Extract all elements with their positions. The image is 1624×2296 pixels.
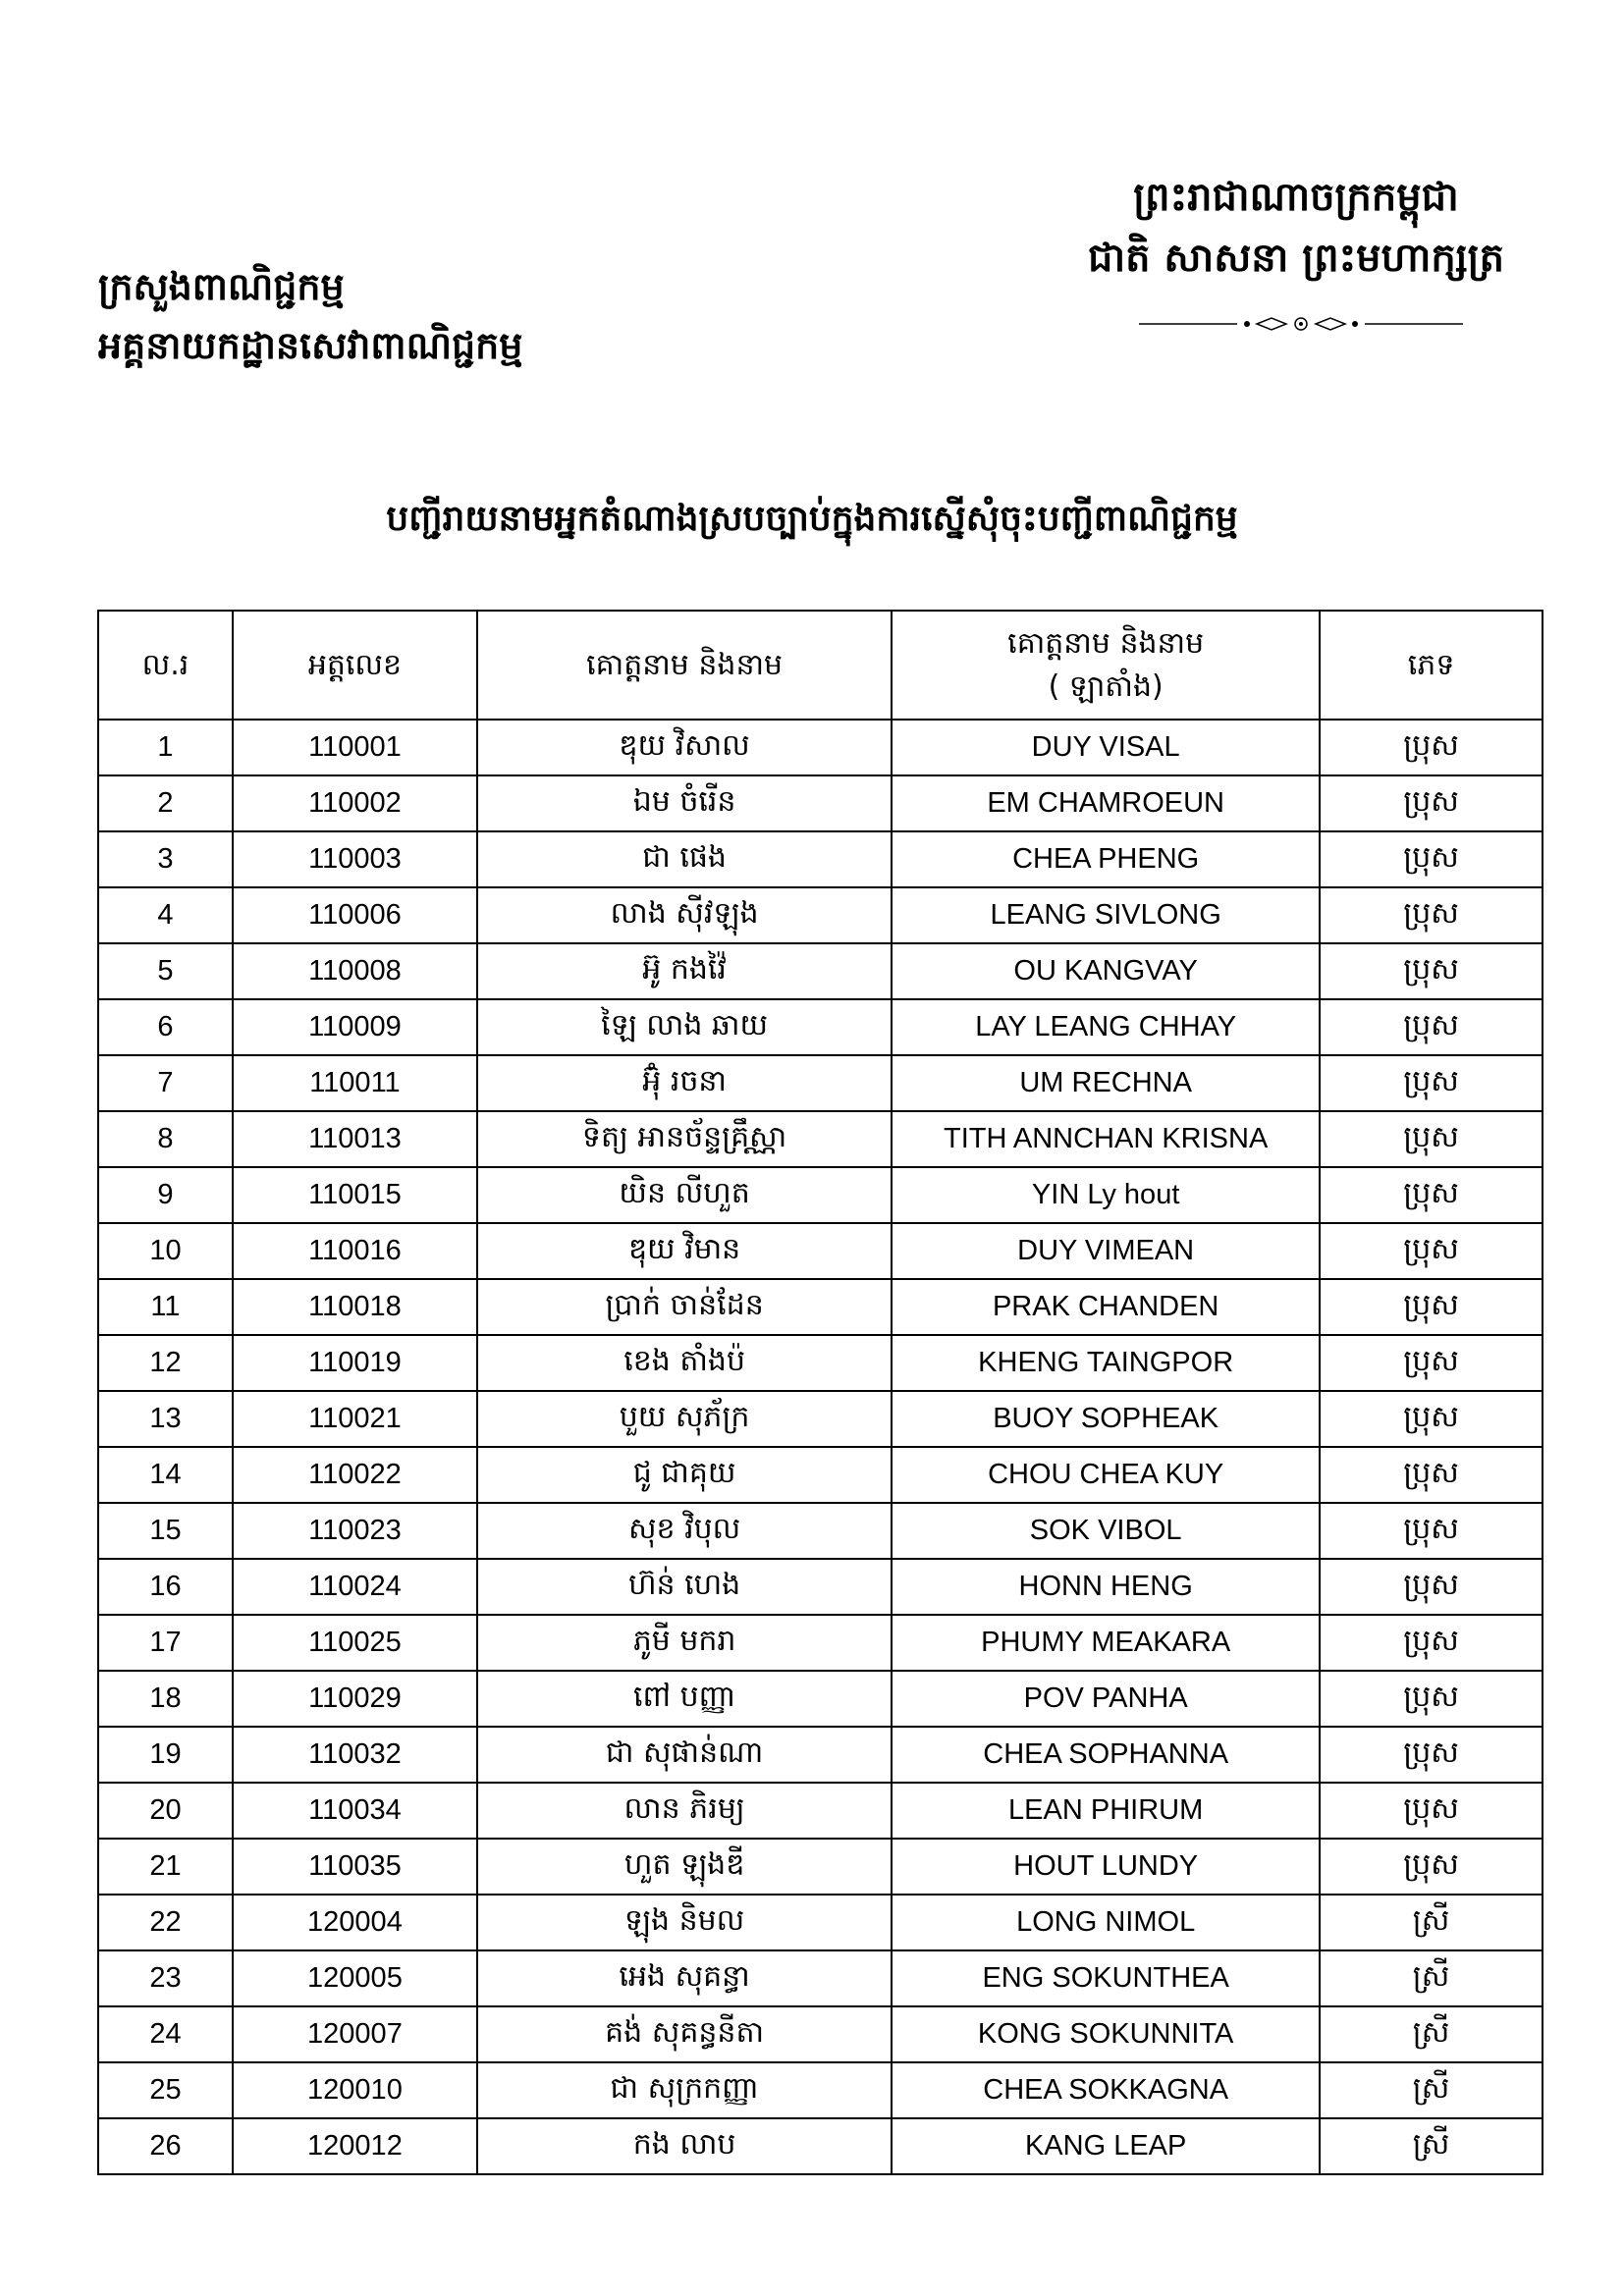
cell-name-latin: UM RECHNA xyxy=(892,1055,1320,1111)
cell-name-kh: ភូមី មករា xyxy=(477,1615,892,1671)
cell-name-kh: សុខ វិបុល xyxy=(477,1503,892,1559)
cell-name-latin: LEAN PHIRUM xyxy=(892,1783,1320,1839)
cell-name-kh: លាង ស៊ីវឡុង xyxy=(477,887,892,943)
cell-name-latin: DUY VISAL xyxy=(892,720,1320,775)
cell-no: 23 xyxy=(98,1950,233,2006)
table-header-row xyxy=(98,611,1543,720)
table-row xyxy=(98,1950,1543,2006)
cell-name-kh: ហួត ឡុងឌី xyxy=(477,1839,892,1895)
table-row xyxy=(98,1727,1543,1783)
table-row xyxy=(98,775,1543,831)
cell-no: 20 xyxy=(98,1783,233,1839)
cell-name-kh: អ៊ុំ រចនា xyxy=(477,1055,892,1111)
cell-name-latin: LONG NIMOL xyxy=(892,1895,1320,1950)
cell-sex: ស្រី xyxy=(1320,2062,1543,2118)
cell-no: 6 xyxy=(98,999,233,1055)
cell-sex: ប្រុស xyxy=(1320,1335,1543,1391)
cell-name-kh: ពៅ បញ្ញា xyxy=(477,1671,892,1727)
cell-no: 12 xyxy=(98,1335,233,1391)
header-name-kh: គោត្តនាម និងនាម xyxy=(477,611,892,720)
cell-sex: ប្រុស xyxy=(1320,1559,1543,1615)
cell-no: 19 xyxy=(98,1727,233,1783)
cell-name-kh: ឌុយ វិសាល xyxy=(477,720,892,775)
cell-name-latin: HONN HENG xyxy=(892,1559,1320,1615)
cell-name-kh: ហ៊ន់ ហេង xyxy=(477,1559,892,1615)
header-sex: ភេទ xyxy=(1320,611,1543,720)
cell-sex: ប្រុស xyxy=(1320,1727,1543,1783)
cell-no: 1 xyxy=(98,720,233,775)
table-row xyxy=(98,1783,1543,1839)
cell-name-latin: PRAK CHANDEN xyxy=(892,1279,1320,1335)
table-row xyxy=(98,1335,1543,1391)
table-row xyxy=(98,2118,1543,2174)
cell-id: 110008 xyxy=(233,943,477,999)
cell-id: 120005 xyxy=(233,1950,477,2006)
cell-no: 21 xyxy=(98,1839,233,1895)
cell-id: 110029 xyxy=(233,1671,477,1727)
cell-sex: ប្រុស xyxy=(1320,1167,1543,1223)
cell-name-kh: ទិត្យ អានច័ន្ទគ្រឹស្ណា xyxy=(477,1111,892,1167)
cell-no: 16 xyxy=(98,1559,233,1615)
cell-name-kh: ឡុង និមល xyxy=(477,1895,892,1950)
cell-name-kh: អ៊ូ កងវ៉ៃ xyxy=(477,943,892,999)
table-row xyxy=(98,999,1543,1055)
table-row xyxy=(98,831,1543,887)
cell-id: 110009 xyxy=(233,999,477,1055)
cell-name-latin: YIN Ly hout xyxy=(892,1167,1320,1223)
cell-sex: ប្រុស xyxy=(1320,1223,1543,1279)
cell-id: 110025 xyxy=(233,1615,477,1671)
cell-name-latin: CHEA SOKKAGNA xyxy=(892,2062,1320,2118)
cell-no: 8 xyxy=(98,1111,233,1167)
table-row xyxy=(98,1503,1543,1559)
cell-id: 110019 xyxy=(233,1335,477,1391)
cell-name-latin: KHENG TAINGPOR xyxy=(892,1335,1320,1391)
table-row xyxy=(98,1223,1543,1279)
cell-sex: ស្រី xyxy=(1320,2006,1543,2062)
cell-id: 120004 xyxy=(233,1895,477,1950)
cell-name-kh: ឌុយ វិមាន xyxy=(477,1223,892,1279)
cell-name-latin: OU KANGVAY xyxy=(892,943,1320,999)
ministry-name: ក្រសួងពាណិជ្ជកម្ម xyxy=(98,264,345,308)
cell-no: 5 xyxy=(98,943,233,999)
cell-no: 22 xyxy=(98,1895,233,1950)
document-title: បញ្ជីរាយនាមអ្នកតំណាងស្របច្បាប់ក្នុងការស្នើសុំចុះបញ្ជីពាណិជ្ជកម្ម xyxy=(386,498,1238,539)
cell-id: 120007 xyxy=(233,2006,477,2062)
cell-no: 24 xyxy=(98,2006,233,2062)
cell-id: 110015 xyxy=(233,1167,477,1223)
cell-name-latin: BUOY SOPHEAK xyxy=(892,1391,1320,1447)
cell-name-latin: LAY LEANG CHHAY xyxy=(892,999,1320,1055)
cell-no: 4 xyxy=(98,887,233,943)
table-row xyxy=(98,1391,1543,1447)
cell-no: 15 xyxy=(98,1503,233,1559)
cell-sex: ប្រុស xyxy=(1320,1279,1543,1335)
cell-no: 3 xyxy=(98,831,233,887)
cell-name-latin: CHEA PHENG xyxy=(892,831,1320,887)
cell-name-kh: ជូ ជាគុយ xyxy=(477,1447,892,1503)
cell-sex: ប្រុស xyxy=(1320,1503,1543,1559)
ministry-header xyxy=(98,257,522,375)
cell-no: 10 xyxy=(98,1223,233,1279)
cell-no: 2 xyxy=(98,775,233,831)
cell-name-kh: អេង សុគន្ធា xyxy=(477,1950,892,2006)
table-row xyxy=(98,1055,1543,1111)
table-row xyxy=(98,1167,1543,1223)
cell-id: 110022 xyxy=(233,1447,477,1503)
national-motto: ជាតិ សាសនា ព្រះមហាក្សត្រ xyxy=(1088,235,1504,281)
cell-sex: ប្រុស xyxy=(1320,1839,1543,1895)
cell-name-latin: TITH ANNCHAN KRISNA xyxy=(892,1111,1320,1167)
table-row xyxy=(98,1447,1543,1503)
cell-no: 25 xyxy=(98,2062,233,2118)
cell-no: 9 xyxy=(98,1167,233,1223)
cell-id: 110023 xyxy=(233,1503,477,1559)
cell-name-latin: KONG SOKUNNITA xyxy=(892,2006,1320,2062)
cell-name-kh: គង់ សុគន្ធនីតា xyxy=(477,2006,892,2062)
cell-name-latin: SOK VIBOL xyxy=(892,1503,1320,1559)
cell-sex: ប្រុស xyxy=(1320,887,1543,943)
department-name: អគ្គនាយកដ្ឋានសេវាពាណិជ្ជកម្ម xyxy=(98,323,523,367)
header-name-latin-line2: ( ឡាតាំង) xyxy=(1048,668,1164,704)
cell-no: 7 xyxy=(98,1055,233,1111)
cell-name-kh: បួយ សុភ័ក្រ xyxy=(477,1391,892,1447)
cell-name-kh: កង លាប xyxy=(477,2118,892,2174)
header-no: ល.រ xyxy=(98,611,233,720)
cell-sex: ប្រុស xyxy=(1320,1391,1543,1447)
table-body xyxy=(98,720,1543,2174)
cell-name-latin: CHEA SOPHANNA xyxy=(892,1727,1320,1783)
cell-id: 110035 xyxy=(233,1839,477,1895)
cell-id: 110034 xyxy=(233,1783,477,1839)
cell-name-kh: ជា សុក្រកញ្ញា xyxy=(477,2062,892,2118)
cell-name-kh: លាន ភិរម្យ xyxy=(477,1783,892,1839)
cell-id: 110011 xyxy=(233,1055,477,1111)
cell-sex: ប្រុស xyxy=(1320,943,1543,999)
cell-sex: ប្រុស xyxy=(1320,1111,1543,1167)
cell-id: 120010 xyxy=(233,2062,477,2118)
header-id: អត្តលេខ xyxy=(233,611,477,720)
table-row xyxy=(98,1559,1543,1615)
cell-name-latin: EM CHAMROEUN xyxy=(892,775,1320,831)
cell-id: 110002 xyxy=(233,775,477,831)
cell-name-latin: POV PANHA xyxy=(892,1671,1320,1727)
cell-sex: ស្រី xyxy=(1320,1895,1543,1950)
cell-name-kh: ឡៃ លាង ឆាយ xyxy=(477,999,892,1055)
table-row xyxy=(98,1839,1543,1895)
table-row xyxy=(98,1111,1543,1167)
cell-sex: ស្រី xyxy=(1320,1950,1543,2006)
table-row xyxy=(98,1279,1543,1335)
cell-no: 13 xyxy=(98,1391,233,1447)
header-name-latin xyxy=(892,611,1320,720)
table-row xyxy=(98,2062,1543,2118)
cell-sex: ប្រុស xyxy=(1320,775,1543,831)
cell-name-latin: ENG SOKUNTHEA xyxy=(892,1950,1320,2006)
cell-sex: ស្រី xyxy=(1320,2118,1543,2174)
cell-no: 17 xyxy=(98,1615,233,1671)
table-row xyxy=(98,2006,1543,2062)
cell-name-latin: HOUT LUNDY xyxy=(892,1839,1320,1895)
kingdom-header xyxy=(1051,167,1542,289)
cell-id: 110018 xyxy=(233,1279,477,1335)
cell-sex: ប្រុស xyxy=(1320,999,1543,1055)
cell-sex: ប្រុស xyxy=(1320,1447,1543,1503)
ornament-divider-icon xyxy=(1139,314,1463,334)
kingdom-name: ព្រះរាជាណាចក្រកម្ពុជា xyxy=(1133,174,1459,220)
cell-sex: ប្រុស xyxy=(1320,1615,1543,1671)
cell-no: 26 xyxy=(98,2118,233,2174)
table-row xyxy=(98,720,1543,775)
cell-name-latin: DUY VIMEAN xyxy=(892,1223,1320,1279)
cell-name-latin: CHOU CHEA KUY xyxy=(892,1447,1320,1503)
table-row xyxy=(98,943,1543,999)
representatives-table xyxy=(97,610,1543,2175)
cell-id: 110003 xyxy=(233,831,477,887)
table-row xyxy=(98,1615,1543,1671)
cell-id: 110013 xyxy=(233,1111,477,1167)
cell-name-kh: យិន លីហួត xyxy=(477,1167,892,1223)
cell-no: 18 xyxy=(98,1671,233,1727)
cell-id: 110021 xyxy=(233,1391,477,1447)
cell-name-kh: ជា ផេង xyxy=(477,831,892,887)
cell-id: 110006 xyxy=(233,887,477,943)
cell-sex: ប្រុស xyxy=(1320,831,1543,887)
cell-sex: ប្រុស xyxy=(1320,1783,1543,1839)
cell-name-latin: LEANG SIVLONG xyxy=(892,887,1320,943)
cell-name-kh: ប្រាក់ ចាន់ដែន xyxy=(477,1279,892,1335)
table-row xyxy=(98,887,1543,943)
cell-name-kh: ជា សុផាន់ណា xyxy=(477,1727,892,1783)
table-row xyxy=(98,1895,1543,1950)
cell-name-kh: ខេង តាំងប៉ xyxy=(477,1335,892,1391)
cell-name-latin: KANG LEAP xyxy=(892,2118,1320,2174)
cell-id: 110032 xyxy=(233,1727,477,1783)
cell-name-latin: PHUMY MEAKARA xyxy=(892,1615,1320,1671)
cell-id: 110024 xyxy=(233,1559,477,1615)
cell-no: 14 xyxy=(98,1447,233,1503)
cell-sex: ប្រុស xyxy=(1320,1671,1543,1727)
cell-sex: ប្រុស xyxy=(1320,1055,1543,1111)
table-row xyxy=(98,1671,1543,1727)
cell-no: 11 xyxy=(98,1279,233,1335)
cell-id: 120012 xyxy=(233,2118,477,2174)
cell-id: 110001 xyxy=(233,720,477,775)
cell-id: 110016 xyxy=(233,1223,477,1279)
header-name-latin-line1: គោត្តនាម និងនាម xyxy=(1007,625,1205,661)
cell-sex: ប្រុស xyxy=(1320,720,1543,775)
cell-name-kh: ឯម ចំរើន xyxy=(477,775,892,831)
